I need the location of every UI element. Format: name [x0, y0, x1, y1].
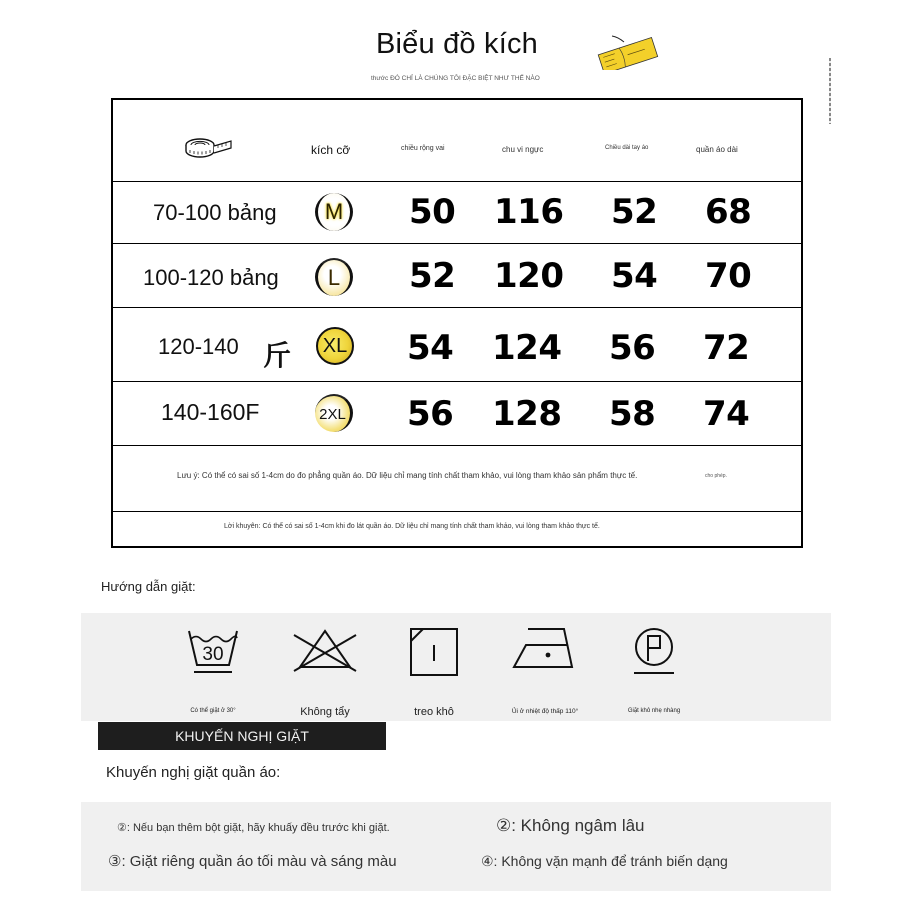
care-label: treo khô — [414, 706, 454, 718]
weight-range: 140-160F — [161, 399, 260, 425]
dry-clean-p-icon — [629, 627, 679, 679]
sleeve-length-header: Chiều dài tay áo — [605, 145, 649, 151]
page-title: Biểu đồ kích — [376, 28, 538, 60]
chest-header: chu vi ngực — [502, 145, 544, 154]
shoulder-width-value: 50 — [409, 192, 456, 232]
size-badge — [316, 327, 354, 365]
care-label: Giặt khô nhẹ nhàng — [627, 708, 681, 714]
shoulder-width-value: 56 — [407, 394, 454, 434]
svg-text:30: 30 — [202, 644, 224, 665]
tips-panel — [81, 802, 831, 891]
care-symbols-panel — [81, 613, 831, 721]
size-label: 2XL — [319, 405, 346, 423]
sleeve-value: 52 — [611, 192, 658, 232]
care-item-wash — [163, 627, 263, 713]
table-header-row — [113, 100, 801, 182]
size-chart-table — [111, 98, 803, 548]
length-value: 68 — [705, 192, 752, 232]
table-row — [113, 382, 801, 446]
handwritten-label-tag-icon — [594, 34, 660, 70]
table-row — [113, 308, 801, 382]
iron-low-icon — [512, 627, 578, 671]
wash-30-icon — [183, 627, 243, 679]
recommendation-subheading: Khuyến nghị giặt quần áo: — [106, 764, 281, 781]
line-dry-icon — [409, 627, 459, 679]
weight-range: 100-120 bảng — [143, 265, 279, 290]
length-value: 74 — [703, 394, 750, 434]
chest-value: 116 — [494, 192, 564, 232]
advice-row — [113, 512, 801, 548]
care-item-bleach — [275, 627, 375, 718]
size-badge — [315, 394, 353, 432]
chest-value: 120 — [494, 256, 564, 296]
edge-mark — [829, 58, 831, 124]
care-item-dryclean — [604, 627, 704, 713]
tip-item: ②: Không ngâm lâu — [496, 816, 645, 835]
size-column-header: kích cỡ — [311, 143, 351, 157]
care-label: Có thể giặt ở 30° — [190, 708, 236, 714]
washing-heading: Hướng dẫn giặt: — [101, 579, 196, 594]
table-row — [113, 244, 801, 308]
weight-unit: 斤 — [263, 339, 292, 372]
no-bleach-icon — [292, 627, 358, 679]
tip-item: ④: Không vặn mạnh để tránh biến dạng — [481, 853, 728, 869]
length-value: 70 — [705, 256, 752, 296]
length-header: quần áo dài — [696, 145, 738, 154]
measurement-advice: Lời khuyên: Có thể có sai số 1-4cm khi đo lát quần áo. Dữ liệu chỉ mang tính chất tham khảo, vui lòng tham khảo thực tế. — [224, 523, 600, 530]
note-suffix: cho phép. — [705, 473, 727, 479]
care-item-iron — [495, 627, 595, 713]
care-item-dry — [384, 627, 484, 718]
measuring-tape-icon — [185, 137, 233, 159]
table-row — [113, 182, 801, 244]
chest-value: 128 — [492, 394, 562, 434]
chest-value: 124 — [492, 328, 562, 368]
size-label: XL — [322, 334, 348, 357]
length-value: 72 — [703, 328, 750, 368]
tip-item: ②: Nếu bạn thêm bột giặt, hãy khuấy đều trước khi giặt. — [117, 822, 390, 834]
size-label: L — [327, 265, 341, 290]
measurement-note: Lưu ý: Có thể có sai số 1-4cm do đo phẳng quần áo. Dữ liệu chỉ mang tính chất tham khảo, vui lòng tham khảo sản phẩm thực tế. — [177, 471, 638, 480]
sleeve-value: 58 — [609, 394, 656, 434]
sleeve-value: 56 — [609, 328, 656, 368]
size-label: M — [324, 199, 344, 224]
recommendation-banner: KHUYẾN NGHỊ GIẶT — [98, 722, 386, 750]
note-row — [113, 446, 801, 512]
care-label: Không tẩy — [300, 706, 350, 718]
tip-item: ③: Giặt riêng quần áo tối màu và sáng màu — [108, 853, 397, 870]
care-label: Ủi ở nhiệt độ thấp 110° — [511, 708, 579, 715]
shoulder-width-value: 54 — [407, 328, 454, 368]
weight-range: 70-100 bảng — [153, 200, 277, 225]
size-badge — [315, 258, 353, 296]
weight-range: 120-140 — [158, 334, 239, 359]
page-subtitle: thước ĐÓ CHỈ LÀ CHÚNG TÔI ĐẶC BIỆT NHƯ THẾ NÀO — [371, 75, 540, 82]
shoulder-width-value: 52 — [409, 256, 456, 296]
size-badge — [315, 193, 353, 231]
shoulder-width-header: chiều rộng vai — [401, 145, 445, 152]
sleeve-value: 54 — [611, 256, 658, 296]
